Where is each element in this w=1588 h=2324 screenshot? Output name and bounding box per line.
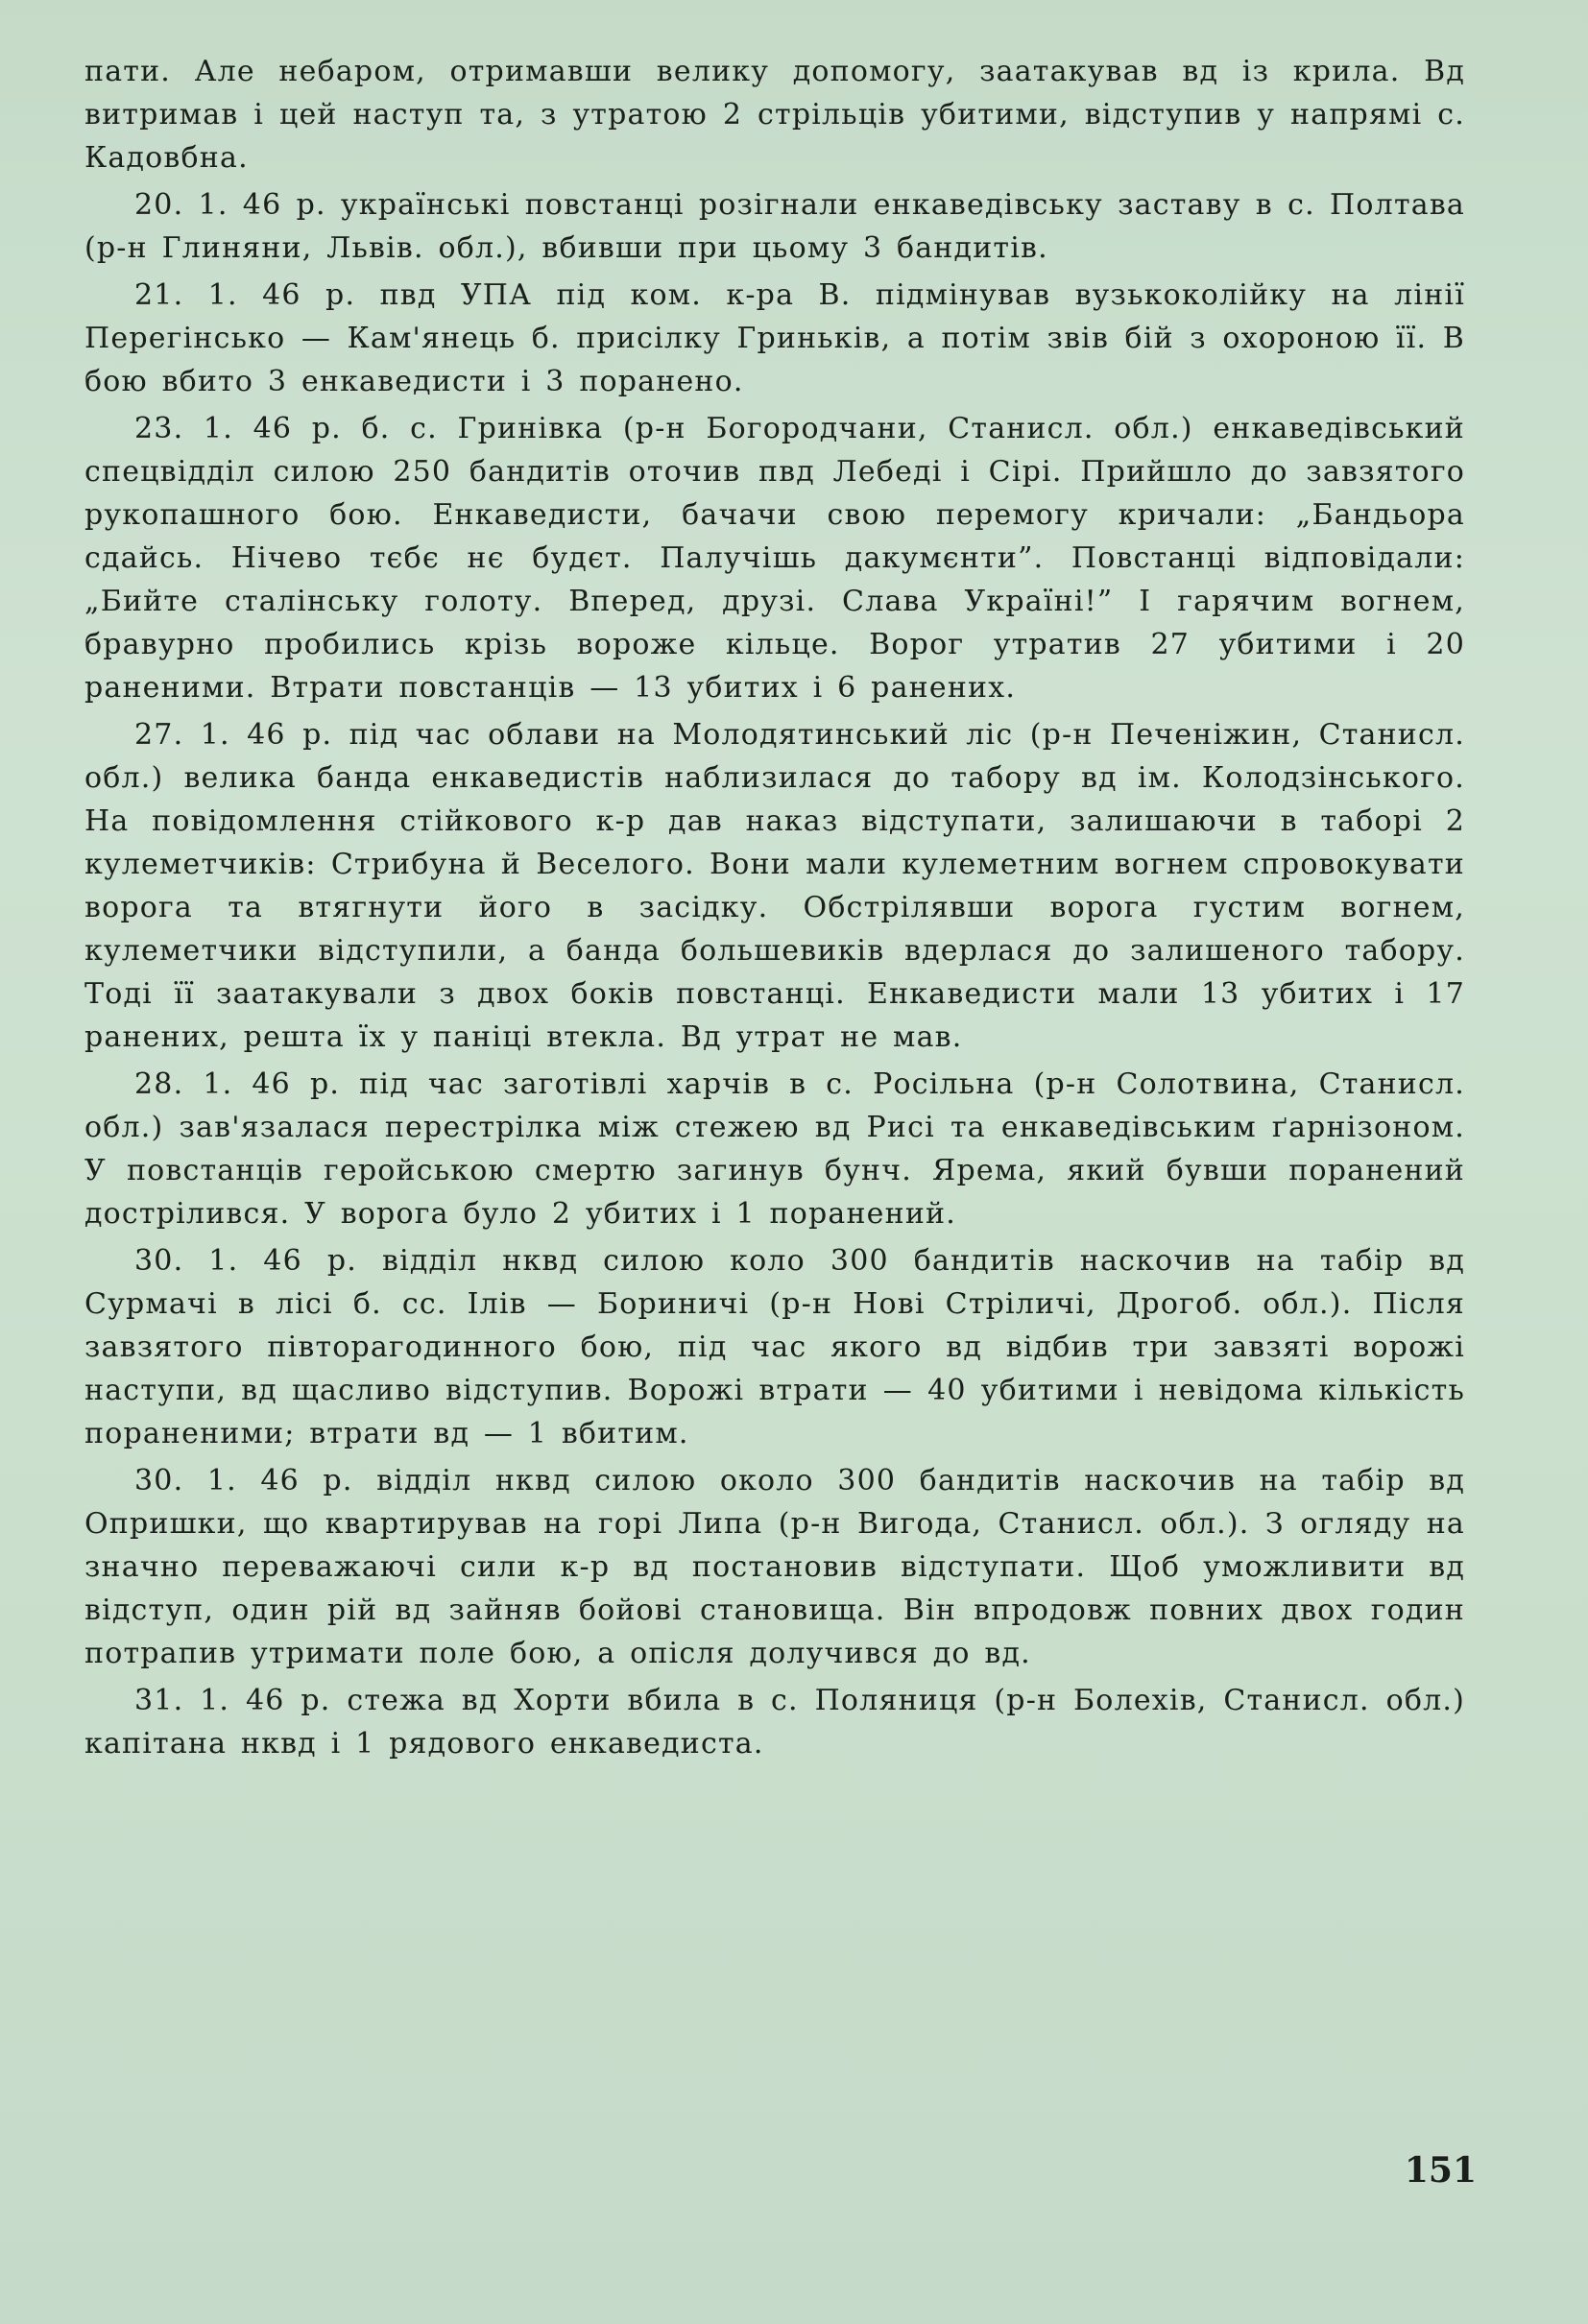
paragraph: 30. 1. 46 р. відділ нквд силою коло 300 бандитів наскочив на табір вд Сурмачі в лісі б. сс. Ілів — Бориничі (р-н Нові Стріличі, Дрогоб. обл.). Після завзятого півторагодинного бою, під час якого вд відбив три завзяті ворожі наступи, вд щасливо відступив. Ворожі втрати — 40 убитими і невідома кількість пораненими; втрати вд — 1 вбитим.	[84, 1244, 1465, 1450]
paragraph: 31. 1. 46 р. стежа вд Хорти вбила в с. Поляниця (р-н Болехів, Станисл. обл.) капітана нквд і 1 рядового енкаведиста.	[84, 1684, 1465, 1761]
paragraph: 27. 1. 46 р. під час облави на Молодятинський ліс (р-н Печеніжин, Станисл. обл.) велика банда енкаведистів наблизилася до табору вд ім. Колодзінського. На повідомлення стійкового к-р дав наказ відступати, залишаючи в таборі 2 кулеметчиків: Стрибуна й Веселого. Вони мали кулеметним вогнем спровокувати ворога та втягнути його в засідку. Обстрілявши ворога густим вогнем, кулеметчики відступили, а банда большевиків вдерлася до залишеного табору. Тоді її заатакували з двох боків повстанці. Енкаведисти мали 13 убитих і 17 ранених, решта їх у паніці втекла. Вд утрат не мав.	[84, 718, 1465, 1054]
paragraph: 20. 1. 46 р. українські повстанці розігнали енкаведівську заставу в с. Полтава (р-н Глиняни, Львів. обл.), вбивши при цьому 3 бандитів.	[84, 188, 1465, 265]
paragraph: пати. Але небаром, отримавши велику допомогу, заатакував вд із крила. Вд витримав і цей наступ та, з утратою 2 стрільців убитими, відступив у напрямі с. Кадовбна.	[84, 55, 1465, 175]
page-number: 151	[1404, 2150, 1477, 2191]
paragraph: 23. 1. 46 р. б. с. Гринівка (р-н Богородчани, Станисл. обл.) енкаведівський спецвідділ силою 250 бандитів оточив пвд Лебеді і Сірі. Прийшло до завзятого рукопашного бою. Енкаведисти, бачачи свою перемогу кричали: „Бандьора сдайсь. Нічево тєбє нє будєт. Палучішь дакумєнти”. Повстанці відповідали: „Бийте сталінську голоту. Вперед, друзі. Слава Україні!” І гарячим вогнем, бравурно пробились крізь вороже кільце. Ворог утратив 27 убитими і 20 раненими. Втрати повстанців — 13 убитих і 6 ранених.	[84, 412, 1465, 705]
body-text	[84, 50, 1465, 1769]
paragraph: 21. 1. 46 р. пвд УПА під ком. к-ра В. підмінував вузькоколійку на лінії Перегінсько — Кам'янець б. присілку Гриньків, а потім звів бій з охороною її. В бою вбито 3 енкаведисти і 3 поранено.	[84, 278, 1465, 398]
paragraph: 28. 1. 46 р. під час заготівлі харчів в с. Росільна (р-н Солотвина, Станисл. обл.) зав'язалася перестрілка між стежею вд Рисі та енкаведівським ґарнізоном. У повстанців геройською смертю загинув бунч. Ярема, який бувши поранений дострілився. У ворога було 2 убитих і 1 поранений.	[84, 1067, 1465, 1231]
paragraph: 30. 1. 46 р. відділ нквд силою около 300 бандитів наскочив на табір вд Опришки, що квартирував на горі Липа (р-н Вигода, Станисл. обл.). З огляду на значно переважаючі сили к-р вд постановив відступати. Щоб уможливити вд відступ, один рій вд зайняв бойові становища. Він впродовж повних двох годин потрапив утримати поле бою, а опісля долучився до вд.	[84, 1464, 1465, 1670]
